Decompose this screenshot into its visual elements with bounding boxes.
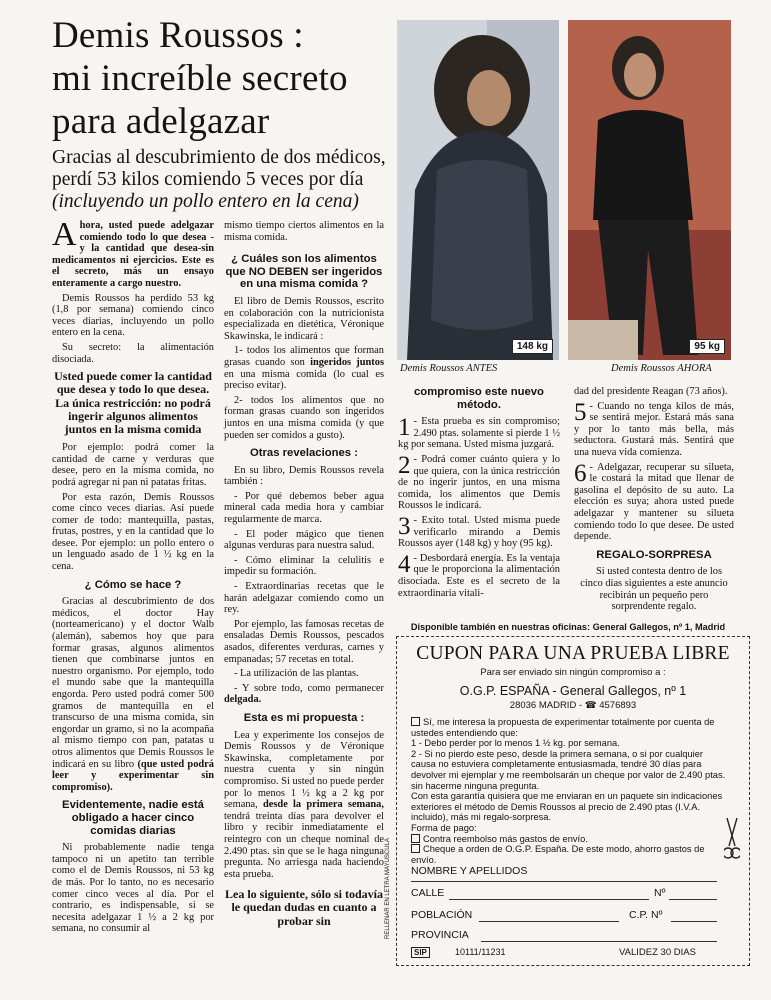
- col2-p1: El libro de Demis Roussos, escrito en colaboración con la nutricionista especializada en dietética, Véronique Skawinska, le indicará :: [224, 295, 384, 342]
- col2-closing: Lea lo siguiente, sólo si todavía le quedan dudas en cuanto a probar sin: [224, 887, 383, 928]
- field-nombre-label: NOMBRE Y APELLIDOS: [411, 865, 528, 877]
- point-4: 4 - Desbordará energía. Es la ventaja que le proporciona la alimentación disociada. Este es el secreto de la extraordinaria vitali-: [398, 550, 560, 599]
- heading-otras: Otras revelaciones :: [249, 447, 358, 460]
- weight-after-badge: 95 kg: [689, 339, 725, 354]
- coupon-form: [385, 636, 750, 966]
- title-line-3: para adelgazar: [52, 101, 270, 142]
- lead-paragraph: Ahora, usted puede adelgazar comiendo todo lo que desea - y la cantidad que desea-sin medicamentos ni ejercicios. Este es el secreto, más un ensayo enteramente a cargo nuestro.: [52, 216, 214, 289]
- point-1: 1 - Esta prueba es sin compromiso; 2.490 ptas. solamente si pierde 1 ½ kg por semana. Usted misma juzgará.: [398, 414, 560, 451]
- photo-after: [568, 20, 731, 360]
- col2-p10: - La utilización de las plantas.: [234, 668, 359, 680]
- option-2: 2 - Si no pierdo este peso, desde la primera semana, o si por cualquier causa no estuviera completamente entusiasmada, tendré 30 días para devolver mi ejemplar y me reembolsarán un cheque por valor de 2.490 ptas. sin hacerme ninguna pregunta.: [411, 748, 726, 791]
- photo-before-image: [397, 20, 559, 360]
- article-title: [52, 14, 392, 143]
- col2-p6: - El poder mágico que tienen algunas verduras para nuestra salud.: [224, 528, 384, 552]
- sip-logo: SIP: [411, 947, 430, 958]
- col2-p3: 2- todos los alimentos que no forman grasas cuando son ingeridos juntos en una misma comida (y que pueden ser comidos a gusto).: [224, 394, 384, 441]
- weight-before-badge: 148 kg: [512, 339, 553, 354]
- subtitle-line-3: (incluyendo un pollo entero en la cena): [52, 191, 359, 212]
- field-poblacion[interactable]: [479, 921, 619, 922]
- heading-evidentemente: Evidentemente, nadie está obligado a hacer cinco comidas diarias: [62, 799, 204, 837]
- column-4: [574, 386, 734, 616]
- option-3: Con esta garantía quisiera que me enviaran en un paquete sin indicaciones exteriores el método de Demis Roussos al precio de 2.490 ptas (I.V.A. incluido), más mi regalo-sorpresa.: [411, 791, 723, 823]
- checkbox-cheque[interactable]: [411, 844, 420, 853]
- field-provincia[interactable]: [481, 941, 717, 942]
- field-calle[interactable]: [449, 899, 649, 900]
- col2-p4: En su libro, Demis Roussos revela también :: [224, 464, 384, 488]
- col1-highlight: Usted puede comer la cantidad que desea y todo lo que desea. La única restricción: no podrá ingerir algunos alimentos juntos en la misma comida: [54, 369, 212, 436]
- offices-note: Disponible también en nuestras oficinas: General Gallegos, nº 1, Madrid: [410, 622, 726, 632]
- coupon-code: 10111/11231: [455, 947, 506, 957]
- point-2: 2 - Podrá comer cuánto quiera y lo que quiera, con la única restricción de no ingerir juntos, en una misma comida, los alimentos que Demis Roussos le indicará.: [398, 451, 560, 512]
- field-calle-label: CALLE: [411, 887, 445, 899]
- col1-p4: Por esta razón, Demis Roussos come cinco veces diarias. Así puede comer de todo: mantequilla, pastas, frutas, postres, y en la cantidad que lo desee. Por ejemplo: un pollo entero o un lenguado asado de 1 ½ kg en la cena.: [52, 491, 214, 573]
- point-5: 5 - Cuando no tenga kilos de más, se sentirá mejor. Estará más sana y por lo tanto más bella, más seductora. Gustará más. Sentirá que una nueva vida comienza.: [574, 398, 734, 458]
- coupon-city: 28036 MADRID - ☎ 4576893: [509, 700, 637, 711]
- col2-p0: mismo tiempo ciertos alimentos en la misma comida.: [224, 220, 384, 243]
- coupon-address: O.G.P. ESPAÑA - General Gallegos, nº 1: [459, 684, 687, 698]
- column-1: [52, 216, 214, 938]
- payment-option-1: Contra reembolso más gastos de envío.: [411, 834, 729, 845]
- heading-propuesta: Esta es mi propuesta :: [243, 711, 365, 724]
- column-3: [398, 386, 560, 602]
- field-cp-label: C.P. Nº: [629, 909, 663, 921]
- scissors-icon: [724, 818, 740, 862]
- col4-p0: dad del presidente Reagan (73 años).: [574, 386, 728, 397]
- col3-head: compromiso este nuevo método.: [414, 386, 544, 411]
- field-provincia-label: PROVINCIA: [411, 929, 469, 941]
- photo-after-image: [568, 20, 731, 360]
- col4-p7: Si usted contesta dentro de los cinco días siguientes a este anuncio recibirán un pequeño pero sorprendente regalo.: [580, 566, 728, 613]
- field-nombre[interactable]: [411, 881, 717, 882]
- field-no-label: Nº: [654, 887, 666, 899]
- heading-regalo: REGALO-SORPRESA: [596, 548, 712, 561]
- col2-p8: - Extraordinarias recetas que le harán adelgazar comiendo como un rey.: [224, 581, 384, 616]
- point-3: 3 - Exito total. Usted misma puede verificarlo mirando a Demis Roussos ayer (148 kg) y hoy (95 kg).: [398, 512, 560, 550]
- heading-cuales: ¿ Cuáles son los alimentos que NO DEBEN ser ingeridos en una misma comida ?: [225, 253, 383, 291]
- checkbox-reembolso[interactable]: [411, 834, 420, 843]
- option-main: Sí, me interesa la propuesta de experimentar totalmente por cuenta de ustedes entendiendo que:: [411, 717, 715, 738]
- col1-p6: Ni probablemente nadie tenga tampoco ni un apetito tan terrible como el de Demis Roussos, ni 53 kg de más. Por lo tanto, no es necesario comer cinco veces al día. Por el contrario, es indispensable, si se necesita adelgazar 1 ½ a 2 kg por semana, no consumir al: [52, 842, 214, 935]
- field-cp[interactable]: [671, 921, 717, 922]
- subtitle-line-2: perdí 53 kilos comiendo 5 veces por día: [52, 169, 364, 190]
- col2-p12: Lea y experimente los consejos de Demis Roussos y de Véronique Skawinska, completamente por nuestra cuenta y sin ningún compromiso. Si usted no puede perder por lo menos 1 ½ kg a 2 kg por semana, desde la primera semana, tendrá treinta días para devolver el libro y recibir inmediatamente el reintegro con un cheque nominal de 2.490 ptas. sin que se le haga ninguna pregunta. No arriesga nada haciendo esta prueba.: [224, 729, 384, 880]
- col2-p11: - Y sobre todo, como permanecer delgada.: [224, 682, 384, 706]
- coupon-subheading: Para ser enviado sin ningún compromiso a :: [480, 667, 666, 678]
- column-2: [224, 220, 384, 934]
- title-line-2: mi increíble secreto: [52, 58, 348, 99]
- col1-p1: Demis Roussos ha perdido 53 kg (1,8 por semana) comiendo cinco veces diarias, incluyendo un pollo entero en la cena.: [52, 292, 214, 339]
- col2-p9: Por ejemplo, las famosas recetas de ensaladas Demis Roussos, pescados asados, diferentes verduras, carnes y empanadas; 57 recetas en total.: [224, 618, 384, 665]
- subtitle-line-1: Gracias al descubrimiento de dos médicos,: [52, 147, 386, 168]
- col2-p7: - Cómo eliminar la celulitis e impedir su formación.: [224, 554, 384, 578]
- side-label: RELLENAR EN LETRA MAYUSCULA: [385, 838, 391, 939]
- payment-label: Forma de pago:: [411, 822, 477, 833]
- field-numero[interactable]: [669, 899, 717, 900]
- validity-note: VALIDEZ 30 DIAS: [619, 947, 696, 958]
- point-6: 6 - Adelgazar, recuperar su silueta, le costará la mitad que llenar de gasolina el depósito de su auto. La elección es suya; ahora usted puede adelgazar y mantener su silueta comiendo todo lo que desee. De usted depende.: [574, 459, 734, 543]
- title-line-1: Demis Roussos :: [52, 15, 304, 56]
- col1-p3: Por ejemplo: podrá comer la cantidad de carne y verduras que desee, pero en la misma comida, no podrá agregar ni pan ni patatas fritas.: [52, 442, 214, 488]
- col1-p5: Gracias al descubrimiento de dos médicos, el doctor Hay (norteamericano) y el doctor Walb (alemán), sabemos hoy que para formar grasas, algunos alimentos tienen que combinarse juntos en nuestro organismo. Por ejemplo, todo el mundo sabe que la mantequilla engorda. Pero usted podrá comer 500 gramos de mantequilla en el transcurso de una misma comida, sin engordar un gramo, si no la acompaña al mismo tiempo con pan, patatas u otros alimentos que Demis Roussos le indicará en su libro (que usted podrá leer y experimentar sin compromiso).: [52, 596, 214, 793]
- col2-p5: - Por qué debemos beber agua mineral cada media hora y cambiar regularmente de marca.: [224, 490, 384, 526]
- option-1: 1 - Debo perder por lo menos 1 ½ kg. por semana.: [411, 738, 620, 749]
- caption-after: Demis Roussos AHORA: [611, 363, 712, 374]
- col2-p2: 1- todos los alimentos que forman grasas cuando son ingeridos juntos en una misma comida (lo cual es preciso evitar).: [224, 345, 384, 392]
- photo-before: [397, 20, 559, 360]
- article-subtitle: [52, 147, 392, 213]
- caption-before: Demis Roussos ANTES: [400, 363, 498, 374]
- field-poblacion-label: POBLACIÓN: [411, 909, 473, 921]
- col1-p2: Su secreto: la alimentación disociada.: [52, 341, 214, 365]
- drop-cap: A: [52, 216, 77, 253]
- heading-como: ¿ Cómo se hace ?: [84, 578, 182, 591]
- coupon-heading: CUPON PARA UNA PRUEBA LIBRE: [416, 643, 730, 664]
- payment-option-2: Cheque a orden de O.G.P. España. De este modo, ahorro gastos de envío.: [411, 844, 705, 865]
- checkbox-interest[interactable]: [411, 717, 420, 726]
